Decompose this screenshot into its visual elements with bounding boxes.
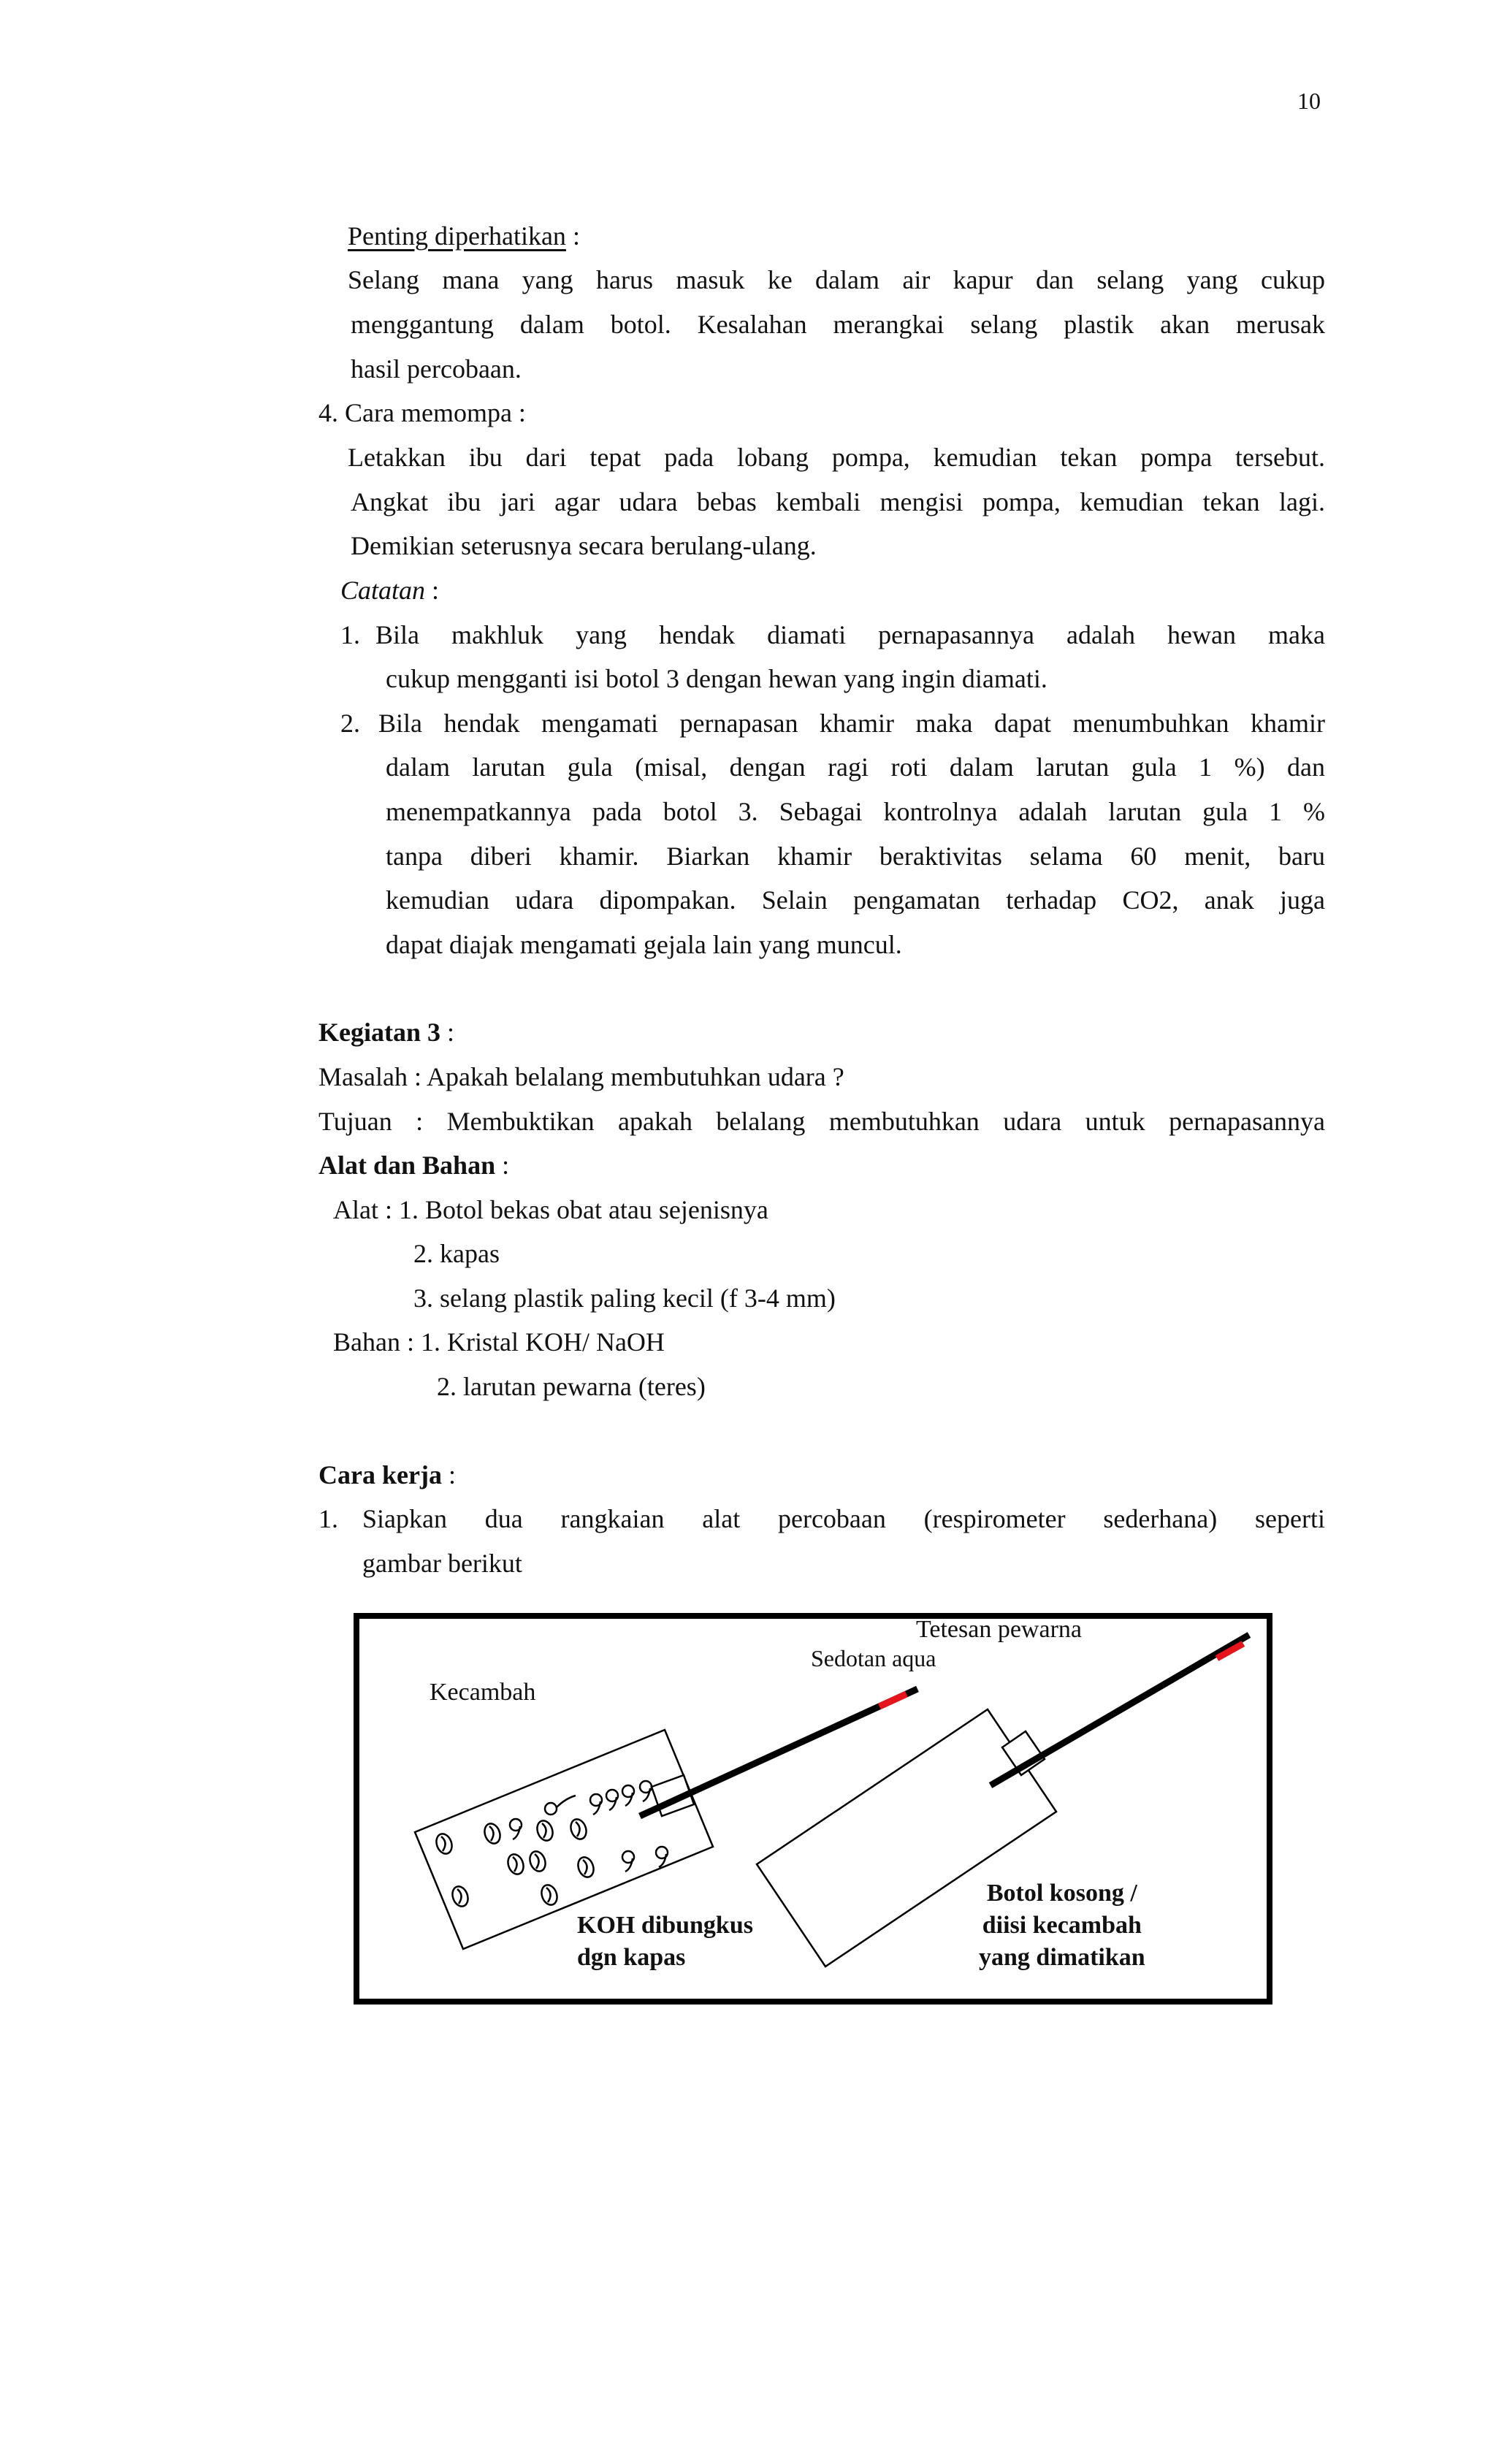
label-botol-line3: yang dimatikan bbox=[979, 1944, 1145, 1971]
cara-kerja-step1-line2: gambar berikut bbox=[362, 1549, 522, 1578]
note-heading-line bbox=[348, 221, 580, 251]
note-line-1: Selang mana yang harus masuk ke dalam air kapur dan selang yang cukup bbox=[348, 265, 1325, 294]
step4-line-3: Demikian seterusnya secara berulang-ulang. bbox=[351, 531, 817, 560]
label-koh-line2: dgn kapas bbox=[577, 1944, 686, 1971]
alat-bahan-heading-line bbox=[318, 1150, 509, 1180]
catatan-item2-line4: tanpa diberi khamir. Biarkan khamir beraktivitas selama 60 menit, baru bbox=[386, 842, 1325, 871]
label-koh bbox=[577, 1910, 753, 1974]
note-line-3: hasil percobaan. bbox=[351, 354, 522, 384]
alat-label-line: Alat : 1. Botol bekas obat atau sejenisnya bbox=[333, 1195, 768, 1224]
catatan-item2-line3: menempatkannya pada botol 3. Sebagai kontrolnya adalah larutan gula 1 % bbox=[386, 797, 1325, 826]
cara-kerja-heading: Cara kerja bbox=[318, 1460, 442, 1490]
bahan-label-line: Bahan : 1. Kristal KOH/ NaOH bbox=[333, 1327, 665, 1357]
bahan-item-2: 2. larutan pewarna (teres) bbox=[437, 1372, 706, 1401]
label-botol-line1: Botol kosong / bbox=[986, 1880, 1137, 1907]
cara-kerja-heading-line bbox=[318, 1460, 456, 1490]
catatan-item1-line2: cukup mengganti isi botol 3 dengan hewan yang ingin diamati. bbox=[386, 664, 1047, 693]
step4-line-1: Letakkan ibu dari tepat pada lobang pompa, kemudian tekan pompa tersebut. bbox=[348, 443, 1325, 472]
note-line-2: menggantung dalam botol. Kesalahan merangkai selang plastik akan merusak bbox=[351, 310, 1325, 339]
note-heading: Penting diperhatikan bbox=[348, 221, 566, 251]
catatan-heading-line bbox=[340, 575, 439, 606]
label-kecambah: Kecambah bbox=[430, 1679, 536, 1706]
respirometer-figure bbox=[354, 1613, 1272, 2005]
catatan-item2-line6: dapat diajak mengamati gejala lain yang muncul. bbox=[386, 930, 902, 959]
catatan-item1-num: 1. bbox=[340, 620, 360, 649]
kegiatan-heading-line bbox=[318, 1017, 454, 1048]
note-heading-colon: : bbox=[565, 221, 580, 251]
tujuan-line: Tujuan : Membuktikan apakah belalang membutuhkan udara untuk pernapasannya bbox=[318, 1107, 1325, 1136]
alat-item-3: 3. selang plastik paling kecil (f 3-4 mm) bbox=[413, 1284, 836, 1313]
masalah-line: Masalah : Apakah belalang membutuhkan udara ? bbox=[318, 1062, 844, 1091]
kegiatan-heading: Kegiatan 3 bbox=[318, 1018, 440, 1047]
right-straw bbox=[991, 1635, 1249, 1785]
alat-item-2: 2. kapas bbox=[413, 1239, 500, 1268]
cara-kerja-colon: : bbox=[441, 1460, 456, 1490]
cara-kerja-step1-num: 1. bbox=[318, 1504, 338, 1533]
page-number: 10 bbox=[1297, 88, 1321, 114]
label-botol-line2: diisi kecambah bbox=[982, 1912, 1142, 1939]
catatan-item2-line2: dalam larutan gula (misal, dengan ragi roti dalam larutan gula 1 %) dan bbox=[386, 752, 1325, 782]
alat-bahan-heading: Alat dan Bahan bbox=[318, 1151, 496, 1180]
cara-kerja-step1-line1: Siapkan dua rangkaian alat percobaan (respirometer sederhana) seperti bbox=[362, 1504, 1325, 1533]
catatan-item2-num: 2. bbox=[340, 709, 360, 738]
step4-title: 4. Cara memompa : bbox=[318, 398, 526, 427]
alat-bahan-colon: : bbox=[495, 1151, 510, 1180]
left-dye-drop bbox=[879, 1694, 907, 1706]
catatan-item2-line5: kemudian udara dipompakan. Selain pengamatan terhadap CO2, anak juga bbox=[386, 885, 1325, 915]
catatan-label: Catatan bbox=[340, 576, 426, 605]
label-tetesan: Tetesan pewarna bbox=[916, 1616, 1082, 1643]
label-koh-line1: KOH dibungkus bbox=[577, 1912, 753, 1939]
kegiatan-colon: : bbox=[440, 1018, 455, 1047]
step4-line-2: Angkat ibu jari agar udara bebas kembali mengisi pompa, kemudian tekan lagi. bbox=[351, 487, 1325, 516]
catatan-colon: : bbox=[425, 576, 440, 605]
catatan-item2-line1: Bila hendak mengamati pernapasan khamir maka dapat menumbuhkan khamir bbox=[378, 709, 1325, 738]
catatan-item1-line1: Bila makhluk yang hendak diamati pernapasannya adalah hewan maka bbox=[375, 620, 1325, 649]
label-botol bbox=[979, 1877, 1145, 1974]
label-sedotan: Sedotan aqua bbox=[811, 1645, 936, 1671]
